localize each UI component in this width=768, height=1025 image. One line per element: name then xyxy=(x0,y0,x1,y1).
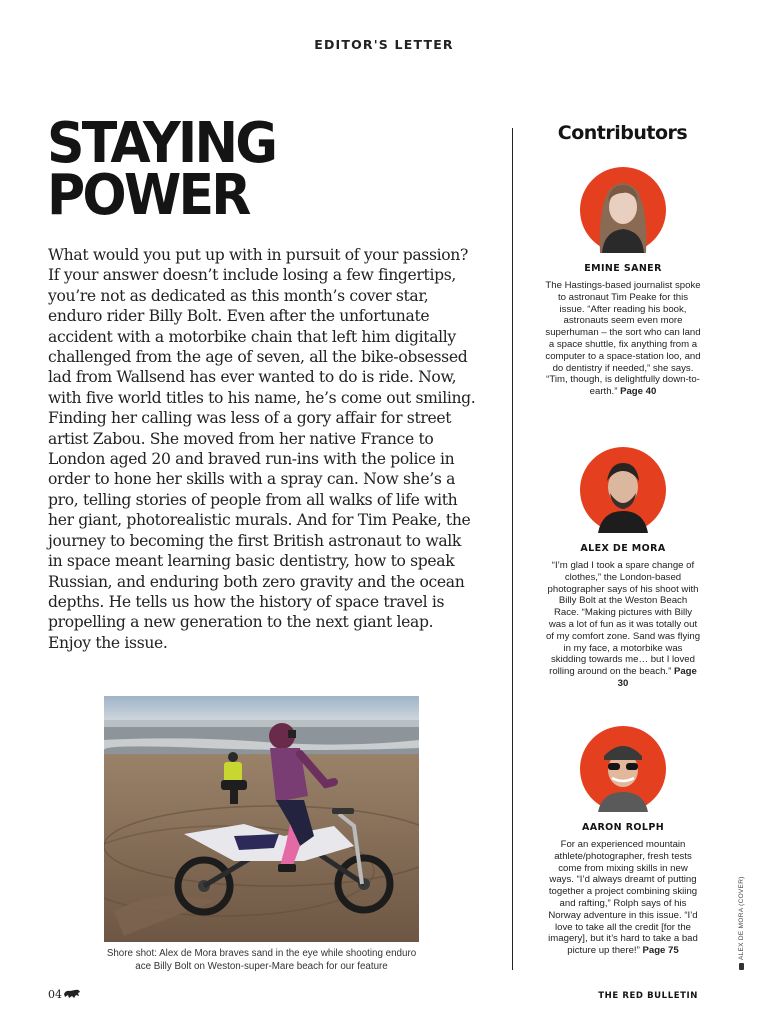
contributor-name: EMINE SANER xyxy=(584,263,662,274)
contributors-title: Contributors xyxy=(557,122,688,144)
headline xyxy=(47,111,276,228)
contributor-avatar xyxy=(580,167,666,253)
page-reference: Page 40 xyxy=(620,386,657,398)
magazine-name: THE RED BULLETIN xyxy=(598,991,698,1001)
contributor-bio: “I’m glad I took a spare change of clothes,” the London-based photographer says of his shoot with Billy Bolt at the Weston Beach Race. “Making pictures with Billy was a lot of fun as it was totally out of my comfort zone. Sand was flying in my face, a motorbike was skidding towards me… but I loved rolling around on the beach.” Page 30 xyxy=(545,560,701,689)
contributor-name: AARON ROLPH xyxy=(581,822,665,833)
contributor-bio: The Hastings-based journalist spoke to astronaut Tim Peake for this issue. “After reading his book, astronauts seem even more superhuman – the sort who can land a space shuttle, fix anything from a computer to a space-station loo, and do dentistry if needed,” she says. “Tim, though, is delightfully down-to-earth.” Page 40 xyxy=(545,280,701,398)
contributor-avatar xyxy=(580,447,666,533)
bull-logo-icon xyxy=(63,988,81,1000)
headline-line-1: STAYING xyxy=(47,111,276,176)
contributor-card xyxy=(545,726,701,957)
photo-credit: ALEX DE MORA (COVER) xyxy=(738,876,745,970)
page-number: 04 xyxy=(48,988,62,1001)
section-label: EDITOR'S LETTER xyxy=(314,37,454,52)
contributor-card xyxy=(545,447,701,690)
editors-letter-body: What would you put up with in pursuit of your passion? If your answer doesn’t include losing a few fingertips, you’re not as dedicated as this month’s cover star, enduro rider Billy Bolt. Even after the unfortunate accident with a motorbike chain that left him digitally challenged from the age of seven, all the bike-obsessed lad from Wallsend has ever wanted to do is ride. Now, with five world titles to his name, he’s come out smiling. Finding her calling was less of a gory affair for street artist Zabou. She moved from her native France to London aged 20 and braved run-ins with the police in order to hone her skills with a spray can. Now she’s a pro, telling stories of people from all walks of life with her giant, photorealistic murals. And for Tim Peake, the journey to becoming the first British astronaut to walk in space meant learning basic dentistry, how to speak Russian, and enduring both zero gravity and the ocean depths. He tells us how the history of space travel is propelling a new generation to the next giant leap. Enjoy the issue. xyxy=(48,246,476,652)
contributor-bio: For an experienced mountain athlete/photographer, fresh tests come from mixing skills in new ways. “I’d always dreamt of putting together a project combining skiing and rafting,” Rolph says of his Norway adventure in this issue. “I’d love to take all the credit [for the imagery], but it’s hard to take a bad picture up there!” Page 75 xyxy=(548,839,698,957)
contributor-card xyxy=(545,167,701,398)
photo-caption: Shore shot: Alex de Mora braves sand in the eye while shooting enduro ace Billy Bolt on Weston-super-Mare beach for our feature xyxy=(106,948,417,972)
contributor-avatar xyxy=(580,726,666,812)
headline-line-2: POWER xyxy=(47,163,249,228)
feature-photo xyxy=(104,696,419,942)
column-divider xyxy=(512,128,513,970)
contributor-name: ALEX DE MORA xyxy=(580,543,666,554)
page-reference: Page 30 xyxy=(617,666,697,689)
camera-icon xyxy=(739,963,744,970)
page-reference: Page 75 xyxy=(642,945,679,957)
